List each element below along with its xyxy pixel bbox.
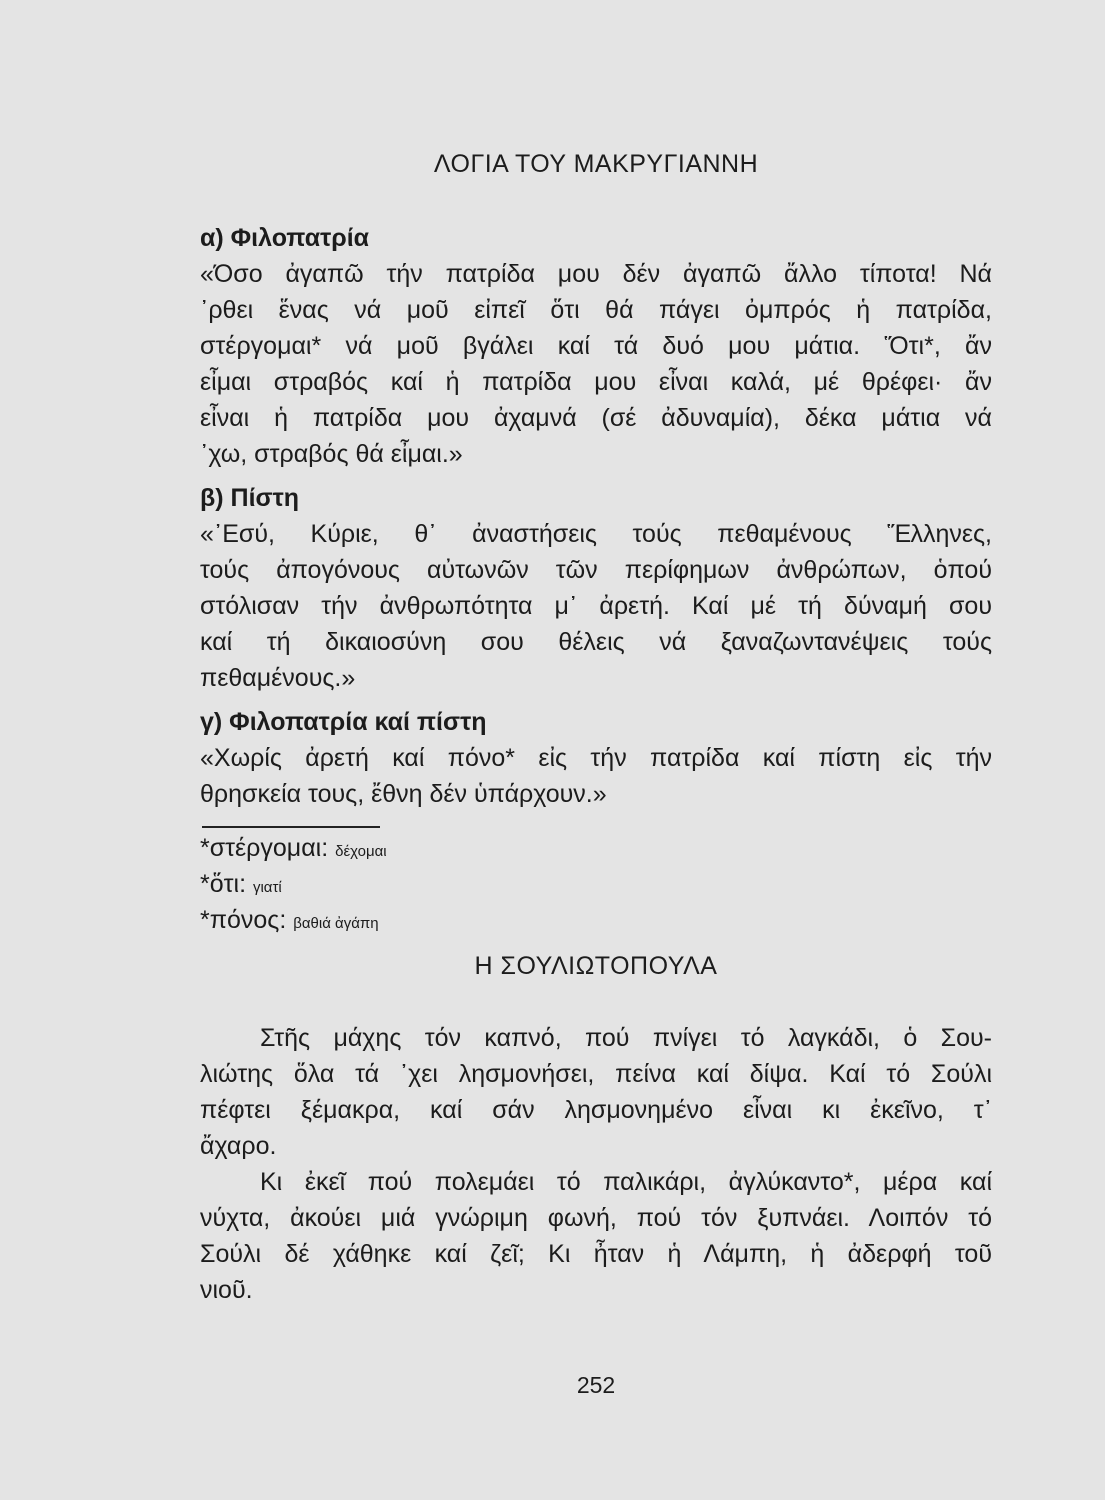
paragraph: [200, 1020, 992, 1164]
text-line: «Όσο ἀγαπῶ τήν πατρίδα μου δέν ἀγαπῶ ἄλλο τίποτα! Νά: [200, 260, 992, 288]
section-heading: α) Φιλοπατρία: [200, 224, 370, 252]
footnote-definition: γιατί: [252, 879, 282, 896]
footnote: [200, 904, 992, 940]
text-line: «Χωρίς ἀρετή καί πόνο* εἰς τήν πατρίδα καί πίστη εἰς τήν: [200, 744, 992, 772]
section-philopatria: [200, 220, 992, 472]
section-philopatria-pisti: [200, 704, 992, 812]
text-line: Σούλι δέ χάθηκε καί ζεῖ; Κι ἦταν ἡ Λάμπη, ἡ ἀδερφή τοῦ: [200, 1240, 992, 1268]
text-line: στέργομαι* νά μοῦ βγάλει καί τά δυό μου μάτια. Ὅτι*, ἄν: [200, 332, 992, 360]
footnote-term: *πόνος:: [200, 906, 287, 934]
text-line: ᾿ρθει ἕνας νά μοῦ εἰπεῖ ὅτι θά πάγει ὀμπρός ἡ πατρίδα,: [200, 296, 992, 324]
text-line: λιώτης ὅλα τά ᾿χει λησμονήσει, πείνα καί δίψα. Καί τό Σούλι: [200, 1060, 992, 1088]
footnote-term: *ὅτι:: [200, 870, 247, 898]
text-line: Στῆς μάχης τόν καπνό, πού πνίγει τό λαγκάδι, ὁ Σου-: [260, 1024, 992, 1052]
footnote-definition: δέχομαι: [335, 843, 387, 860]
text-line: ἄχαρο.: [200, 1132, 277, 1160]
souliotopoula-text: [200, 1020, 992, 1308]
footnote-definition: βαθιά ἀγάπη: [293, 915, 379, 932]
text-line: τούς ἀπογόνους αὐτωνῶν τῶν περίφημων ἀνθρώπων, ὁπού: [200, 556, 992, 584]
title-souliotopoula: Η ΣΟΥΛΙΩΤΟΠΟΥΛΑ: [474, 952, 718, 980]
sayings-section: [200, 220, 992, 940]
text-line: καί τή δικαιοσύνη σου θέλεις νά ξαναζωντανέψεις τούς: [200, 628, 992, 656]
text-line: στόλισαν τήν ἀνθρωπότητα μ᾿ ἀρετή. Καί μέ τή δύναμή σου: [200, 592, 992, 620]
page-number: 252: [576, 1372, 616, 1398]
text-line: Κι ἐκεῖ πού πολεμάει τό παλικάρι, ἀγλύκαντο*, μέρα καί: [260, 1168, 992, 1196]
footnotes: [200, 832, 992, 940]
title-logia-makrygianni: ΛΟΓΙΑ ΤΟΥ ΜΑΚΡΥΓΙΑΝΝΗ: [433, 150, 759, 178]
section-heading: β) Πίστη: [200, 484, 300, 512]
section-pisti: [200, 480, 992, 696]
text-line: νιοῦ.: [200, 1276, 253, 1304]
text-line: εἶναι ἡ πατρίδα μου ἀχαμνά (σέ ἀδυναμία), δέκα μάτια νά: [200, 404, 992, 432]
section-heading: γ) Φιλοπατρία καί πίστη: [200, 708, 487, 736]
footnote-term: *στέργομαι:: [200, 834, 329, 862]
footnote: [200, 868, 992, 904]
footnote-divider: [202, 826, 380, 828]
text-line: πεθαμένους.»: [200, 664, 356, 692]
text-line: πέφτει ξέμακρα, καί σάν λησμονημένο εἶναι κι ἐκεῖνο, τ᾿: [200, 1096, 992, 1124]
paragraph: [200, 1164, 992, 1308]
text-line: εἶμαι στραβός καί ἡ πατρίδα μου εἶναι καλά, μέ θρέφει· ἄν: [200, 368, 992, 396]
text-line: «᾿Εσύ, Κύριε, θ᾿ ἀναστήσεις τούς πεθαμένους Ἕλληνες,: [200, 520, 992, 548]
footnote: [200, 832, 992, 868]
text-line: νύχτα, ἀκούει μιά γνώριμη φωνή, πού τόν ξυπνάει. Λοιπόν τό: [200, 1204, 992, 1232]
text-line: ᾿χω, στραβός θά εἶμαι.»: [200, 440, 463, 468]
text-line: θρησκεία τους, ἔθνη δέν ὑπάρχουν.»: [200, 780, 607, 808]
